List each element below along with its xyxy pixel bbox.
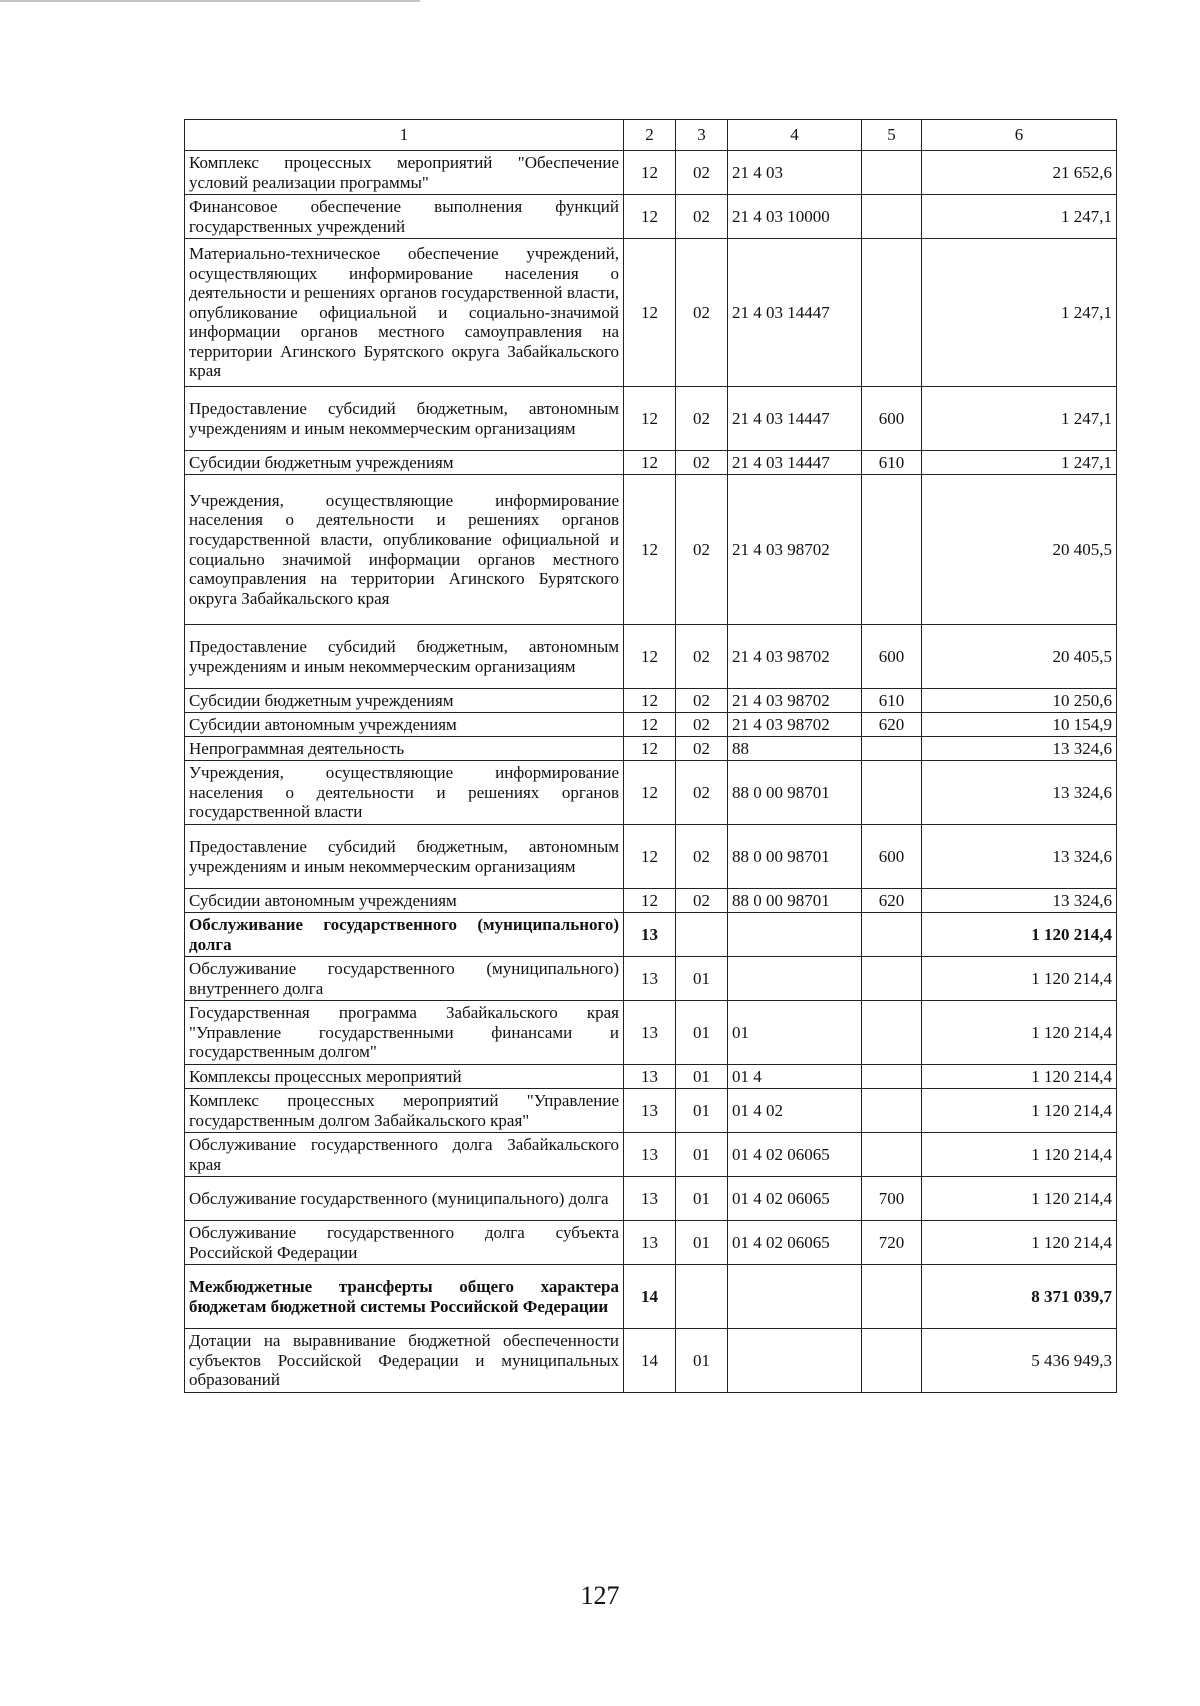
table-row bbox=[185, 475, 1117, 625]
target-code-cell: 21 4 03 98702 bbox=[728, 475, 862, 625]
subsection-code-cell: 01 bbox=[676, 1177, 728, 1221]
target-code-cell: 21 4 03 14447 bbox=[728, 239, 862, 387]
row-name-cell: Обслуживание государственного долга Забайкальского края bbox=[185, 1133, 624, 1177]
table-row bbox=[185, 825, 1117, 889]
target-code-cell: 21 4 03 10000 bbox=[728, 195, 862, 239]
table-row bbox=[185, 1265, 1117, 1329]
amount-cell: 13 324,6 bbox=[922, 761, 1117, 825]
amount-cell: 10 154,9 bbox=[922, 713, 1117, 737]
section-code-cell: 14 bbox=[624, 1329, 676, 1393]
amount-cell: 1 120 214,4 bbox=[922, 1001, 1117, 1065]
column-header: 1 bbox=[185, 120, 624, 151]
amount-cell: 21 652,6 bbox=[922, 151, 1117, 195]
expense-type-cell: 610 bbox=[862, 689, 922, 713]
row-name-cell: Обслуживание государственного (муниципального) внутреннего долга bbox=[185, 957, 624, 1001]
expense-type-cell bbox=[862, 1065, 922, 1089]
subsection-code-cell: 01 bbox=[676, 1133, 728, 1177]
subsection-code-cell: 02 bbox=[676, 761, 728, 825]
expense-type-cell bbox=[862, 195, 922, 239]
amount-cell: 1 120 214,4 bbox=[922, 1065, 1117, 1089]
expense-type-cell bbox=[862, 1001, 922, 1065]
amount-cell: 1 120 214,4 bbox=[922, 1177, 1117, 1221]
expense-type-cell: 700 bbox=[862, 1177, 922, 1221]
subsection-code-cell: 02 bbox=[676, 151, 728, 195]
expense-type-cell bbox=[862, 1329, 922, 1393]
amount-cell: 5 436 949,3 bbox=[922, 1329, 1117, 1393]
subsection-code-cell: 01 bbox=[676, 1065, 728, 1089]
row-name-cell: Предоставление субсидий бюджетным, автономным учреждениям и иным некоммерческим организациям bbox=[185, 387, 624, 451]
subsection-code-cell: 02 bbox=[676, 451, 728, 475]
amount-cell: 13 324,6 bbox=[922, 889, 1117, 913]
target-code-cell: 21 4 03 14447 bbox=[728, 451, 862, 475]
target-code-cell: 01 4 02 06065 bbox=[728, 1221, 862, 1265]
section-code-cell: 12 bbox=[624, 737, 676, 761]
table-row bbox=[185, 1221, 1117, 1265]
table-row bbox=[185, 239, 1117, 387]
amount-cell: 20 405,5 bbox=[922, 475, 1117, 625]
target-code-cell: 01 4 02 bbox=[728, 1089, 862, 1133]
table-row bbox=[185, 689, 1117, 713]
subsection-code-cell: 02 bbox=[676, 713, 728, 737]
row-name-cell: Субсидии бюджетным учреждениям bbox=[185, 451, 624, 475]
column-header: 5 bbox=[862, 120, 922, 151]
row-name-cell: Учреждения, осуществляющие информирование населения о деятельности и решениях органов государственной власти bbox=[185, 761, 624, 825]
subsection-code-cell: 02 bbox=[676, 737, 728, 761]
subsection-code-cell bbox=[676, 913, 728, 957]
expense-type-cell: 620 bbox=[862, 713, 922, 737]
subsection-code-cell: 02 bbox=[676, 825, 728, 889]
section-code-cell: 13 bbox=[624, 957, 676, 1001]
column-header: 3 bbox=[676, 120, 728, 151]
section-code-cell: 13 bbox=[624, 1089, 676, 1133]
expense-type-cell: 600 bbox=[862, 387, 922, 451]
target-code-cell: 21 4 03 98702 bbox=[728, 689, 862, 713]
target-code-cell bbox=[728, 1265, 862, 1329]
table-row bbox=[185, 195, 1117, 239]
amount-cell: 20 405,5 bbox=[922, 625, 1117, 689]
target-code-cell bbox=[728, 957, 862, 1001]
expense-type-cell bbox=[862, 1133, 922, 1177]
row-name-cell: Субсидии автономным учреждениям bbox=[185, 889, 624, 913]
target-code-cell: 01 4 02 06065 bbox=[728, 1177, 862, 1221]
row-name-cell: Обслуживание государственного (муниципального) долга bbox=[185, 913, 624, 957]
subsection-code-cell: 02 bbox=[676, 387, 728, 451]
section-code-cell: 13 bbox=[624, 1065, 676, 1089]
target-code-cell: 01 bbox=[728, 1001, 862, 1065]
amount-cell: 1 120 214,4 bbox=[922, 1089, 1117, 1133]
table-row bbox=[185, 1089, 1117, 1133]
table-row bbox=[185, 151, 1117, 195]
row-name-cell: Дотации на выравнивание бюджетной обеспеченности субъектов Российской Федерации и муниципальных образований bbox=[185, 1329, 624, 1393]
amount-cell: 13 324,6 bbox=[922, 825, 1117, 889]
subsection-code-cell: 01 bbox=[676, 1329, 728, 1393]
subsection-code-cell: 02 bbox=[676, 239, 728, 387]
section-code-cell: 14 bbox=[624, 1265, 676, 1329]
table-body bbox=[185, 151, 1117, 1393]
amount-cell: 1 120 214,4 bbox=[922, 957, 1117, 1001]
scan-artifact-line bbox=[0, 0, 420, 2]
amount-cell: 1 247,1 bbox=[922, 239, 1117, 387]
row-name-cell: Финансовое обеспечение выполнения функций государственных учреждений bbox=[185, 195, 624, 239]
expense-type-cell bbox=[862, 151, 922, 195]
section-code-cell: 13 bbox=[624, 1133, 676, 1177]
row-name-cell: Субсидии бюджетным учреждениям bbox=[185, 689, 624, 713]
section-code-cell: 12 bbox=[624, 761, 676, 825]
row-name-cell: Непрограммная деятельность bbox=[185, 737, 624, 761]
expense-type-cell bbox=[862, 737, 922, 761]
row-name-cell: Предоставление субсидий бюджетным, автономным учреждениям и иным некоммерческим организациям bbox=[185, 825, 624, 889]
target-code-cell: 21 4 03 14447 bbox=[728, 387, 862, 451]
expense-type-cell bbox=[862, 1265, 922, 1329]
column-header: 6 bbox=[922, 120, 1117, 151]
expense-type-cell: 600 bbox=[862, 825, 922, 889]
section-code-cell: 12 bbox=[624, 625, 676, 689]
subsection-code-cell: 01 bbox=[676, 1001, 728, 1065]
target-code-cell: 21 4 03 98702 bbox=[728, 625, 862, 689]
amount-cell: 1 247,1 bbox=[922, 451, 1117, 475]
target-code-cell: 88 0 00 98701 bbox=[728, 889, 862, 913]
section-code-cell: 13 bbox=[624, 1221, 676, 1265]
target-code-cell: 01 4 bbox=[728, 1065, 862, 1089]
subsection-code-cell: 02 bbox=[676, 625, 728, 689]
amount-cell: 1 120 214,4 bbox=[922, 1221, 1117, 1265]
table-row bbox=[185, 737, 1117, 761]
section-code-cell: 12 bbox=[624, 475, 676, 625]
subsection-code-cell: 02 bbox=[676, 475, 728, 625]
section-code-cell: 12 bbox=[624, 239, 676, 387]
target-code-cell: 21 4 03 bbox=[728, 151, 862, 195]
section-code-cell: 13 bbox=[624, 1177, 676, 1221]
subsection-code-cell: 01 bbox=[676, 1221, 728, 1265]
section-code-cell: 12 bbox=[624, 195, 676, 239]
amount-cell: 1 247,1 bbox=[922, 387, 1117, 451]
row-name-cell: Обслуживание государственного долга субъекта Российской Федерации bbox=[185, 1221, 624, 1265]
expense-type-cell: 620 bbox=[862, 889, 922, 913]
target-code-cell: 88 0 00 98701 bbox=[728, 761, 862, 825]
row-name-cell: Комплекс процессных мероприятий "Обеспечение условий реализации программы" bbox=[185, 151, 624, 195]
expense-type-cell bbox=[862, 957, 922, 1001]
table-row bbox=[185, 761, 1117, 825]
budget-table bbox=[184, 119, 1117, 1393]
section-code-cell: 13 bbox=[624, 913, 676, 957]
row-name-cell: Межбюджетные трансферты общего характера бюджетам бюджетной системы Российской Федерации bbox=[185, 1265, 624, 1329]
expense-type-cell bbox=[862, 1089, 922, 1133]
amount-cell: 1 247,1 bbox=[922, 195, 1117, 239]
table-row bbox=[185, 625, 1117, 689]
subsection-code-cell: 01 bbox=[676, 1089, 728, 1133]
subsection-code-cell: 01 bbox=[676, 957, 728, 1001]
table-row bbox=[185, 889, 1117, 913]
amount-cell: 1 120 214,4 bbox=[922, 913, 1117, 957]
expense-type-cell: 600 bbox=[862, 625, 922, 689]
target-code-cell: 01 4 02 06065 bbox=[728, 1133, 862, 1177]
target-code-cell: 21 4 03 98702 bbox=[728, 713, 862, 737]
amount-cell: 1 120 214,4 bbox=[922, 1133, 1117, 1177]
table-row bbox=[185, 387, 1117, 451]
section-code-cell: 13 bbox=[624, 1001, 676, 1065]
section-code-cell: 12 bbox=[624, 825, 676, 889]
subsection-code-cell bbox=[676, 1265, 728, 1329]
target-code-cell: 88 0 00 98701 bbox=[728, 825, 862, 889]
column-header: 4 bbox=[728, 120, 862, 151]
table-row bbox=[185, 913, 1117, 957]
expense-type-cell bbox=[862, 475, 922, 625]
table-row bbox=[185, 1329, 1117, 1393]
section-code-cell: 12 bbox=[624, 387, 676, 451]
section-code-cell: 12 bbox=[624, 689, 676, 713]
table-row bbox=[185, 1065, 1117, 1089]
amount-cell: 8 371 039,7 bbox=[922, 1265, 1117, 1329]
target-code-cell bbox=[728, 1329, 862, 1393]
expense-type-cell: 610 bbox=[862, 451, 922, 475]
table-row bbox=[185, 1133, 1117, 1177]
section-code-cell: 12 bbox=[624, 889, 676, 913]
amount-cell: 10 250,6 bbox=[922, 689, 1117, 713]
expense-type-cell bbox=[862, 239, 922, 387]
target-code-cell bbox=[728, 913, 862, 957]
table-row bbox=[185, 1001, 1117, 1065]
column-header: 2 bbox=[624, 120, 676, 151]
row-name-cell: Субсидии автономным учреждениям bbox=[185, 713, 624, 737]
table-row bbox=[185, 713, 1117, 737]
expense-type-cell bbox=[862, 913, 922, 957]
row-name-cell: Материально-техническое обеспечение учреждений, осуществляющих информирование населения о деятельности и решениях органов государственной власти, опубликование официальной и социально-значимой информации органов местного самоуправления на территории Агинского Бурятского округа Забайкальского края bbox=[185, 239, 624, 387]
table-row bbox=[185, 451, 1117, 475]
row-name-cell: Государственная программа Забайкальского края "Управление государственными финансами и государственным долгом" bbox=[185, 1001, 624, 1065]
row-name-cell: Обслуживание государственного (муниципального) долга bbox=[185, 1177, 624, 1221]
subsection-code-cell: 02 bbox=[676, 889, 728, 913]
table-row bbox=[185, 957, 1117, 1001]
table-row bbox=[185, 1177, 1117, 1221]
section-code-cell: 12 bbox=[624, 451, 676, 475]
expense-type-cell bbox=[862, 761, 922, 825]
page-number: 127 bbox=[580, 1581, 620, 1610]
row-name-cell: Комплексы процессных мероприятий bbox=[185, 1065, 624, 1089]
target-code-cell: 88 bbox=[728, 737, 862, 761]
amount-cell: 13 324,6 bbox=[922, 737, 1117, 761]
table-header-row bbox=[185, 120, 1117, 151]
subsection-code-cell: 02 bbox=[676, 689, 728, 713]
row-name-cell: Учреждения, осуществляющие информирование населения о деятельности и решениях органов государственной власти, опубликование официальной и социально значимой информации органов местного самоуправления на территории Агинского Бурятского округа Забайкальского края bbox=[185, 475, 624, 625]
subsection-code-cell: 02 bbox=[676, 195, 728, 239]
expense-type-cell: 720 bbox=[862, 1221, 922, 1265]
row-name-cell: Предоставление субсидий бюджетным, автономным учреждениям и иным некоммерческим организациям bbox=[185, 625, 624, 689]
section-code-cell: 12 bbox=[624, 713, 676, 737]
row-name-cell: Комплекс процессных мероприятий "Управление государственным долгом Забайкальского края" bbox=[185, 1089, 624, 1133]
section-code-cell: 12 bbox=[624, 151, 676, 195]
